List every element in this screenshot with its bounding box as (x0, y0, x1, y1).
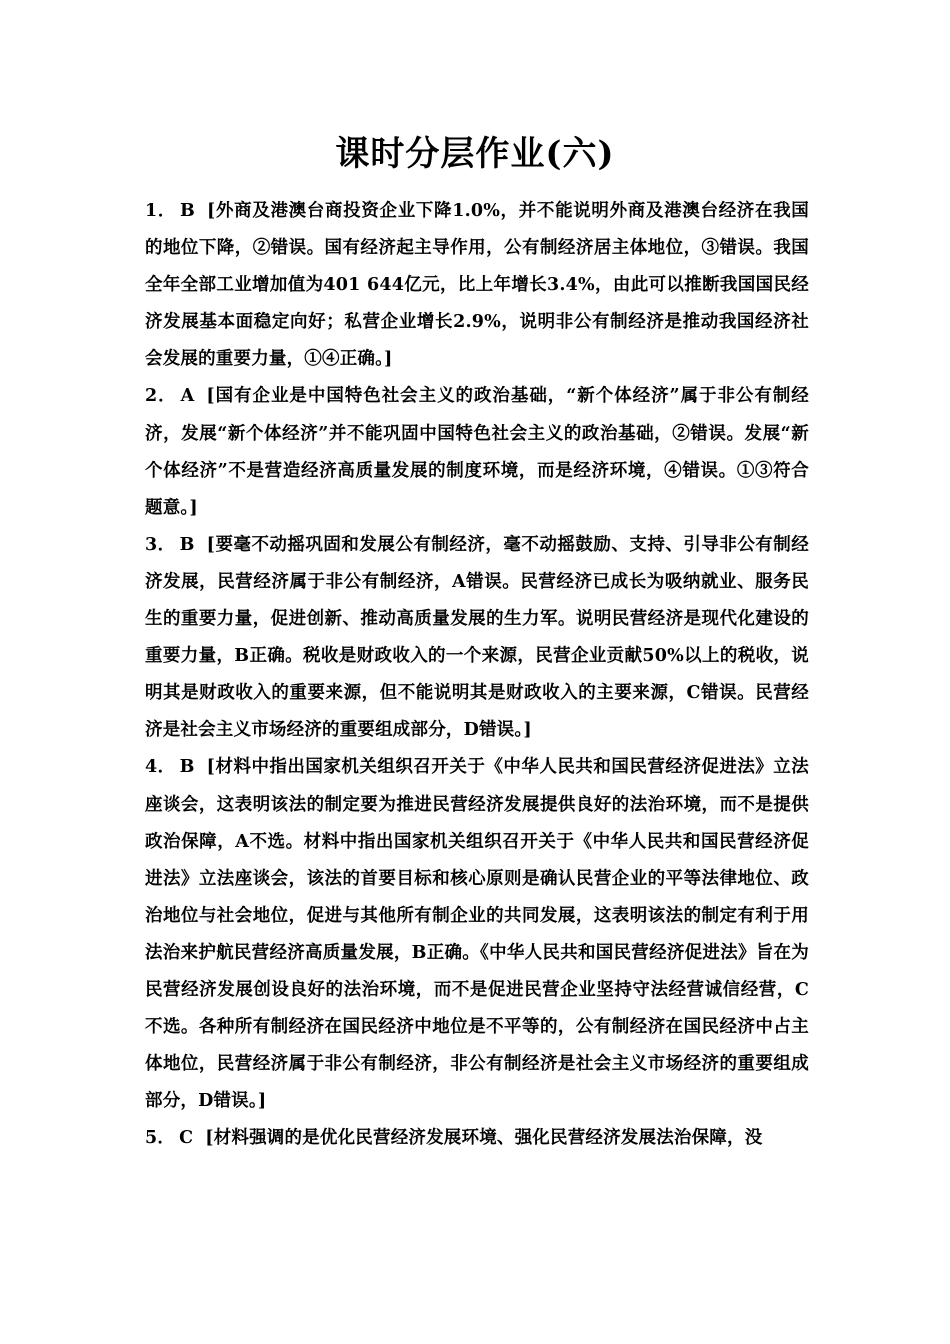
answer-number: 4． (145, 757, 176, 778)
answer-number: 5． (145, 1128, 176, 1149)
answer-explanation: [材料强调的是优化民营经济发展环境、强化民营经济发展法治保障，没 (205, 1128, 763, 1149)
answer-choice: B (179, 757, 195, 778)
answer-item-2 (145, 378, 809, 526)
answer-explanation: [外商及港澳台商投资企业下降1.0%，并不能说明外商及港澳台经济在我国的地位下降，②错误。国有经济起主导作用，公有制经济居主体地位，③错误。我国全年全部工业增加值为401 644亿元，比上年增长3.4%，由此可以推断我国国民经济发展基本面稳定向好；私营企业增长2.9%，说明非公有制经济是推动我国经济社会发展的重要力量，①④正确。] (145, 201, 810, 370)
answer-number: 1． (145, 201, 177, 221)
answer-choice: B (180, 201, 196, 221)
answer-choice: B (179, 534, 195, 555)
answer-choice: A (180, 386, 195, 407)
answer-list (145, 193, 809, 1157)
answer-item-1 (145, 193, 809, 378)
answer-item-3 (145, 527, 809, 750)
answer-explanation: [要毫不动摇巩固和发展公有制经济，毫不动摇鼓励、支持、引导非公有制经济发展，民营经济属于非公有制经济，A错误。民营经济已成长为吸纳就业、服务民生的重要力量，促进创新、推动高质量发展的生力军。说明民营经济是现代化建设的重要力量，B正确。税收是财政收入的一个来源，民营企业贡献50%以上的税收，说明其是财政收入的重要来源，但不能说明其是财政收入的主要来源，C错误。民营经济是社会主义市场经济的重要组成部分，D错误。] (145, 534, 810, 741)
answer-explanation: [国有企业是中国特色社会主义的政治基础，“新个体经济”属于非公有制经济，发展“新个体经济”并不能巩固中国特色社会主义的政治基础，②错误。发展“新个体经济”不是营造经济高质量发展的制度环境，而是经济环境，④错误。①③符合题意。] (145, 386, 809, 518)
answer-explanation: [材料中指出国家机关组织召开关于《中华人民共和国民营经济促进法》立法座谈会，这表明该法的制定要为推进民营经济发展提供良好的法治环境，而不是提供政治保障，A不选。材料中指出国家机关组织召开关于《中华人民共和国民营经济促进法》立法座谈会，该法的首要目标和核心原则是确认民营企业的平等法律地位、政治地位与社会地位，促进与其他所有制企业的共同发展，这表明该法的制定有利于用法治来护航民营经济高质量发展，B正确。《中华人民共和国民营经济促进法》旨在为民营经济发展创设良好的法治环境，而不是促进民营企业坚持守法经营诚信经营，C不选。各种所有制经济在国民经济中地位是不平等的，公有制经济在国民经济中占主体地位，民营经济属于非公有制经济，非公有制经济是社会主义市场经济的重要组成部分，D错误。] (145, 757, 810, 1112)
answer-item-4 (145, 749, 809, 1120)
answer-item-5 (145, 1120, 809, 1157)
page-title: 课时分层作业(六) (335, 134, 615, 174)
answer-choice: C (179, 1128, 194, 1149)
answer-number: 3． (145, 534, 176, 555)
answer-number: 2． (145, 386, 177, 407)
